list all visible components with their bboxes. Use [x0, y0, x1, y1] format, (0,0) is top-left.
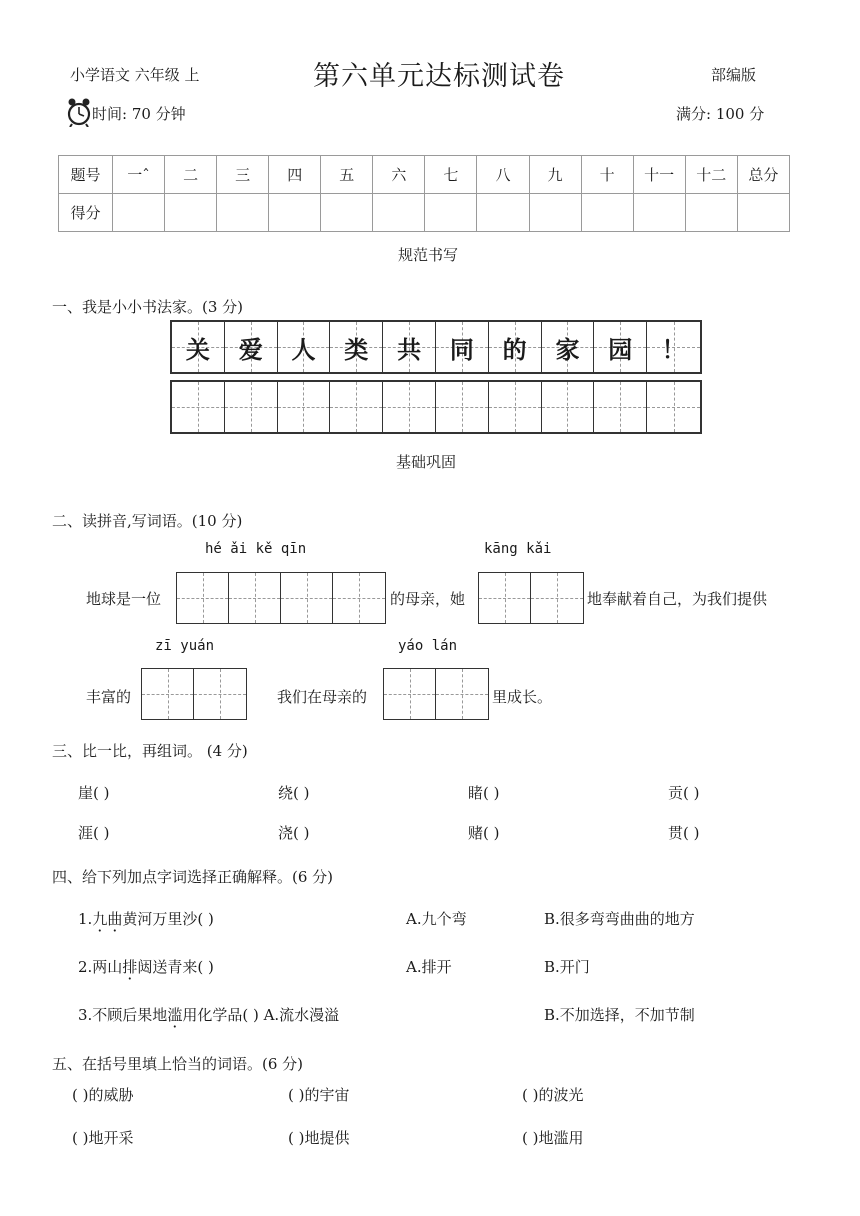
answer-cell[interactable]: [194, 669, 246, 719]
item-text: 3.不顾后果地: [78, 1006, 168, 1024]
column-header: 十: [581, 156, 633, 194]
model-char: ！: [661, 335, 686, 364]
compare-item[interactable]: 涯( ): [78, 824, 110, 842]
question-1-title: 一、我是小小书法家。(3 分): [52, 298, 244, 316]
grid-cell: [436, 322, 489, 372]
model-char: 爱: [238, 335, 263, 364]
section-heading-basics: 基础巩固: [396, 453, 457, 471]
item-text: 用化学品( ) A.流水漫溢: [182, 1006, 340, 1024]
edition-label: 部编版: [711, 66, 757, 84]
model-char: 的: [502, 335, 527, 364]
fill-blank-item[interactable]: ( )的波光: [522, 1086, 584, 1104]
pinyin-4: yáo lán: [398, 638, 458, 654]
grid-cell: [278, 322, 331, 372]
model-char: 同: [449, 335, 474, 364]
practice-cell[interactable]: [172, 382, 225, 432]
column-header: 四: [269, 156, 321, 194]
practice-cell[interactable]: [383, 382, 436, 432]
pinyin-1: hé ǎi kě qīn: [205, 541, 307, 557]
practice-cell[interactable]: [647, 382, 700, 432]
option-b: B.不加选择，不加节制: [544, 1006, 695, 1024]
option-a: A.九个弯: [406, 910, 467, 928]
answer-cell[interactable]: [531, 573, 583, 623]
question-2-title: 二、读拼音,写词语。(10 分): [52, 512, 243, 530]
practice-cell[interactable]: [594, 382, 647, 432]
q4-item-1[interactable]: [78, 908, 214, 929]
column-header: 九: [529, 156, 581, 194]
score-cell[interactable]: [529, 194, 581, 232]
column-header: 一ˆ: [113, 156, 165, 194]
answer-cell[interactable]: [436, 669, 488, 719]
question-5-title: 五、在括号里填上恰当的词语。(6 分): [52, 1055, 304, 1073]
compare-item[interactable]: 睹( ): [468, 784, 500, 802]
grid-cell: [647, 322, 700, 372]
pinyin-2: kāng kǎi: [484, 541, 552, 557]
grid-cell: [172, 322, 225, 372]
fill-blank-item[interactable]: ( )的宇宙: [288, 1086, 350, 1104]
answer-box-yao-lan[interactable]: [383, 668, 489, 720]
model-char: 关: [185, 335, 210, 364]
calligraphy-model-grid: [170, 320, 702, 374]
practice-cell[interactable]: [489, 382, 542, 432]
subject-label: 小学语文 六年级 上: [70, 66, 200, 84]
answer-cell[interactable]: [281, 573, 333, 623]
score-cell[interactable]: [165, 194, 217, 232]
item-text: 黄河万里沙( ): [122, 910, 214, 928]
grid-cell: [330, 322, 383, 372]
score-cell[interactable]: [737, 194, 789, 232]
option-a: A.排开: [406, 958, 452, 976]
answer-cell[interactable]: [333, 573, 385, 623]
item-text: 2.两山: [78, 958, 123, 976]
score-cell[interactable]: [581, 194, 633, 232]
fill-blank-item[interactable]: ( )地滥用: [522, 1129, 584, 1147]
compare-item[interactable]: 贯( ): [668, 824, 700, 842]
score-cell[interactable]: [425, 194, 477, 232]
score-cell[interactable]: [321, 194, 373, 232]
column-header: 八: [477, 156, 529, 194]
column-header: 三: [217, 156, 269, 194]
compare-item[interactable]: 绕( ): [278, 784, 310, 802]
practice-cell[interactable]: [436, 382, 489, 432]
model-char: 人: [291, 335, 316, 364]
item-text: 闼送青来( ): [137, 958, 214, 976]
table-row: [59, 194, 790, 232]
sentence-part: 地奉献着自己，为我们提供: [587, 590, 768, 608]
column-header: 二: [165, 156, 217, 194]
dotted-char: 曲: [107, 910, 123, 928]
score-cell[interactable]: [113, 194, 165, 232]
answer-box-kang-kai[interactable]: [478, 572, 584, 624]
answer-cell[interactable]: [142, 669, 194, 719]
sentence-part: 我们在母亲的: [277, 688, 368, 706]
answer-box-he-ai-ke-qin[interactable]: [176, 572, 386, 624]
score-cell[interactable]: [633, 194, 685, 232]
grid-cell: [542, 322, 595, 372]
column-header: 五: [321, 156, 373, 194]
option-b: B.很多弯弯曲曲的地方: [544, 910, 695, 928]
model-char: 共: [397, 335, 422, 364]
column-header: 七: [425, 156, 477, 194]
fill-blank-item[interactable]: ( )的威胁: [72, 1086, 134, 1104]
dotted-char: 排: [122, 958, 138, 976]
grid-cell: [489, 322, 542, 372]
column-header: 总分: [737, 156, 789, 194]
option-b: B.开门: [544, 958, 590, 976]
time-label: 时间: 70 分钟: [92, 105, 186, 123]
section-heading-writing: 规范书写: [398, 246, 459, 264]
practice-cell[interactable]: [225, 382, 278, 432]
column-header: 六: [373, 156, 425, 194]
column-header: 十二: [685, 156, 737, 194]
score-cell[interactable]: [477, 194, 529, 232]
compare-item[interactable]: 浇( ): [278, 824, 310, 842]
sentence-part: 里成长。: [492, 688, 553, 706]
grid-cell: [225, 322, 278, 372]
answer-box-zi-yuan[interactable]: [141, 668, 247, 720]
score-table: [58, 155, 790, 232]
dotted-char: 九: [92, 910, 108, 928]
answer-cell[interactable]: [384, 669, 436, 719]
alarm-clock-icon: [66, 97, 92, 127]
practice-cell[interactable]: [278, 382, 331, 432]
compare-item[interactable]: 崖( ): [78, 784, 110, 802]
model-char: 家: [555, 335, 580, 364]
score-cell[interactable]: [217, 194, 269, 232]
full-score-label: 满分: 100 分: [676, 105, 765, 123]
question-3-title: 三、比一比，再组词。 (4 分): [52, 742, 248, 760]
grid-cell: [594, 322, 647, 372]
q4-item-3[interactable]: [78, 1004, 339, 1025]
sentence-part: 的母亲，她: [390, 590, 466, 608]
answer-cell[interactable]: [479, 573, 531, 623]
compare-item[interactable]: 赌( ): [468, 824, 500, 842]
column-header: 十一: [633, 156, 685, 194]
fill-blank-item[interactable]: ( )地提供: [288, 1129, 350, 1147]
item-text: 1.: [78, 910, 93, 928]
calligraphy-practice-grid[interactable]: [170, 380, 702, 434]
q4-item-2[interactable]: [78, 956, 214, 977]
row-label-question-number: 题号: [59, 156, 113, 194]
model-char: 类: [344, 335, 369, 364]
score-cell[interactable]: [373, 194, 425, 232]
dotted-char: 滥: [167, 1006, 183, 1024]
question-4-title: 四、给下列加点字词选择正确解释。(6 分): [52, 868, 334, 886]
model-char: 园: [608, 335, 633, 364]
table-row: [59, 156, 790, 194]
sentence-part: 地球是一位: [86, 590, 162, 608]
answer-cell[interactable]: [229, 573, 281, 623]
answer-cell[interactable]: [177, 573, 229, 623]
score-cell[interactable]: [269, 194, 321, 232]
practice-cell[interactable]: [542, 382, 595, 432]
sentence-part: 丰富的: [86, 688, 132, 706]
grid-cell: [383, 322, 436, 372]
fill-blank-item[interactable]: ( )地开采: [72, 1129, 134, 1147]
pinyin-3: zī yuán: [155, 638, 215, 654]
compare-item[interactable]: 贡( ): [668, 784, 700, 802]
row-label-score: 得分: [59, 194, 113, 232]
page-title: 第六单元达标测试卷: [313, 61, 565, 92]
practice-cell[interactable]: [330, 382, 383, 432]
score-cell[interactable]: [685, 194, 737, 232]
